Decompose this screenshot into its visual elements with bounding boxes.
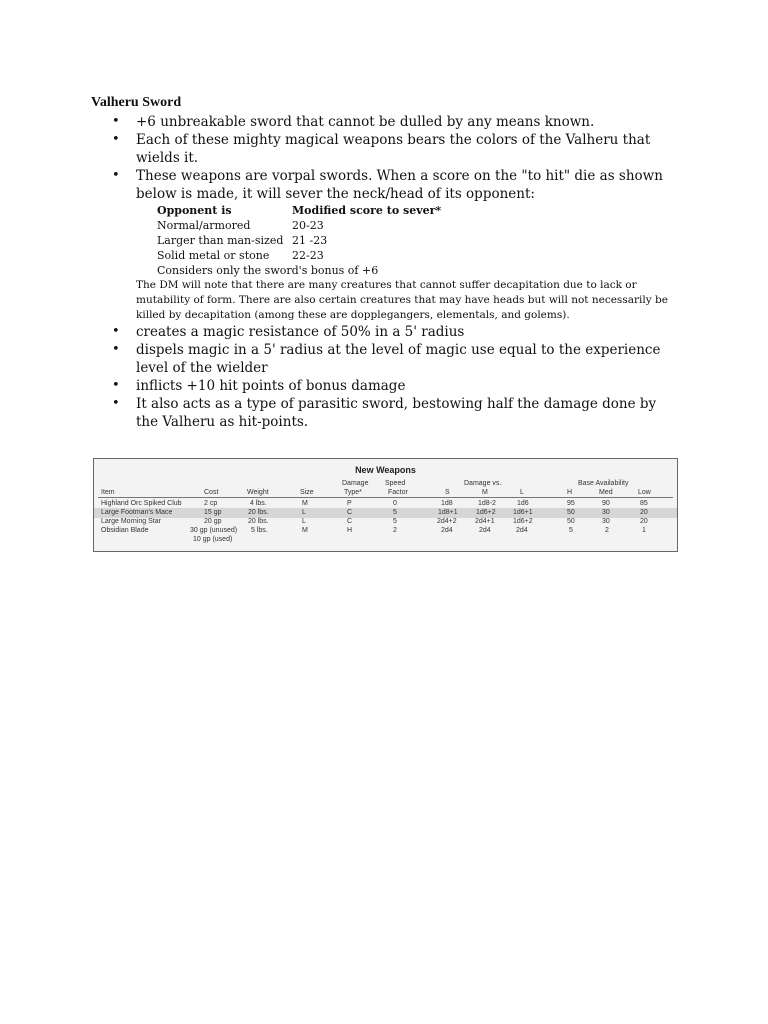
col-header-factor: Factor <box>388 489 408 496</box>
bullet-item <box>112 377 682 395</box>
col-header-h: H <box>567 489 573 496</box>
weapon-size-cell: L <box>302 509 306 516</box>
bullet-item <box>112 341 682 377</box>
bullet-glyph: • <box>112 378 120 393</box>
sever-table-block <box>157 203 682 263</box>
weapon-type-cell: C <box>347 518 353 525</box>
weapon-item-cell: Large Footman's Mace <box>101 509 173 516</box>
weapon-avail-h-cell: 95 <box>567 500 575 507</box>
new-weapons-table <box>93 458 678 552</box>
bullet-item <box>112 395 682 431</box>
bullet-glyph: • <box>112 168 120 183</box>
sever-header-opponent: Opponent is <box>157 204 232 217</box>
weapon-avail-low-cell: 20 <box>640 518 648 525</box>
weapon-cost-cell: 30 gp (unused) <box>190 527 238 534</box>
weapon-weight-cell: 20 lbs. <box>248 509 269 516</box>
table-row <box>157 233 441 248</box>
weapon-factor-cell: 5 <box>393 518 397 525</box>
bullet-text: dispels magic in a 5' radius at the level of magic use equal to the experience level of the wielder <box>136 342 661 376</box>
col-header-size: Size <box>300 489 314 496</box>
weapon-avail-low-cell: 85 <box>640 500 648 507</box>
bullet-item <box>112 131 682 167</box>
weapon-size-cell: M <box>302 500 308 507</box>
weapons-header-rule <box>98 497 673 498</box>
weapon-weight-cell: 4 lbs. <box>250 500 267 507</box>
weapon-avail-low-cell: 1 <box>642 527 646 534</box>
bullet-text: It also acts as a type of parasitic sword, bestowing half the damage done by the Valheru as hit-points. <box>136 396 657 430</box>
col-header-cost: Cost <box>204 489 219 496</box>
bullet-glyph: • <box>112 324 120 339</box>
sever-opponent-cell: Normal/armored <box>157 219 251 232</box>
weapon-type-cell: H <box>347 527 353 534</box>
col-header-low: Low <box>638 489 651 496</box>
weapon-type-cell: C <box>347 509 353 516</box>
table-row <box>157 218 441 233</box>
bullet-item <box>112 167 682 203</box>
weapon-dmg-s-cell: 2d4 <box>441 527 453 534</box>
group-header-base-availability: Base Availability <box>578 480 629 487</box>
dm-note: The DM will note that there are many creatures that cannot suffer decapitation due to lack or mutability of form. There are also certain creatures that may have heads but will not necessarily be killed by decapitation (among these are dopplegangers, elementals, and golems). <box>136 279 668 321</box>
weapon-avail-med-cell: 90 <box>602 500 610 507</box>
weapon-factor-cell: 5 <box>393 509 397 516</box>
weapon-type-cell: P <box>347 500 352 507</box>
col-header-type: Type* <box>344 489 362 496</box>
sever-score-cell: 22-23 <box>292 249 324 262</box>
section-title: Valheru Sword <box>91 95 182 110</box>
weapon-cost-extra-cell: 10 gp (used) <box>193 536 233 543</box>
weapon-cost-cell: 20 gp <box>204 518 222 525</box>
weapon-item-cell: Highland Orc Spiked Club <box>101 500 182 507</box>
sever-score-cell: 21 -23 <box>292 234 328 247</box>
bullet-item <box>112 113 682 131</box>
weapon-weight-cell: 20 lbs. <box>248 518 269 525</box>
weapon-factor-cell: 2 <box>393 527 397 534</box>
weapon-dmg-l-cell: 1d6 <box>517 500 529 507</box>
col-header-item: Item <box>101 489 115 496</box>
sever-footnote: Considers only the sword's bonus of +6 <box>157 264 379 277</box>
sever-opponent-cell: Larger than man-sized <box>157 234 284 247</box>
weapon-item-cell: Large Morning Star <box>101 518 161 525</box>
weapon-dmg-l-cell: 1d6+2 <box>513 518 533 525</box>
weapon-dmg-m-cell: 1d8-2 <box>478 500 496 507</box>
bullet-item <box>112 323 682 341</box>
bullet-list <box>112 113 682 431</box>
weapon-avail-low-cell: 20 <box>640 509 648 516</box>
weapon-dmg-s-cell: 1d8 <box>441 500 453 507</box>
weapon-avail-h-cell: 5 <box>569 527 573 534</box>
weapon-dmg-s-cell: 2d4+2 <box>437 518 457 525</box>
weapon-weight-cell: 5 lbs. <box>251 527 268 534</box>
bullet-text: Each of these mighty magical weapons bears the colors of the Valheru that wields it. <box>136 132 651 166</box>
sever-score-cell: 20-23 <box>292 219 324 232</box>
weapon-dmg-m-cell: 2d4 <box>479 527 491 534</box>
bullet-text: creates a magic resistance of 50% in a 5' radius <box>136 324 465 340</box>
weapon-avail-med-cell: 30 <box>602 509 610 516</box>
weapon-dmg-m-cell: 2d4+1 <box>475 518 495 525</box>
group-header-speed: Speed <box>385 480 406 487</box>
col-header-l: L <box>520 489 524 496</box>
weapon-size-cell: M <box>302 527 308 534</box>
weapon-avail-h-cell: 50 <box>567 509 575 516</box>
bullet-glyph: • <box>112 114 120 129</box>
bullet-glyph: • <box>112 396 120 411</box>
bullet-text: inflicts +10 hit points of bonus damage <box>136 378 406 394</box>
col-header-m: M <box>482 489 488 496</box>
col-header-weight: Weight <box>247 489 269 496</box>
group-header-damage-vs: Damage vs. <box>464 480 502 487</box>
table-row <box>157 248 441 263</box>
weapons-table-title: New Weapons <box>355 465 416 475</box>
sever-table <box>157 203 441 263</box>
bullet-text: These weapons are vorpal swords. When a score on the "to hit" die as shown below is made, it will sever the neck/head of its opponent: <box>136 168 663 202</box>
weapon-cost-cell: 15 gp <box>204 509 222 516</box>
weapon-item-cell: Obsidian Blade <box>101 527 149 534</box>
col-header-med: Med <box>599 489 613 496</box>
sever-table-header-row <box>157 203 441 218</box>
weapon-avail-med-cell: 2 <box>605 527 609 534</box>
weapon-cost-cell: 2 cp <box>204 500 218 507</box>
weapon-avail-h-cell: 50 <box>567 518 575 525</box>
bullet-glyph: • <box>112 342 120 357</box>
weapon-avail-med-cell: 30 <box>602 518 610 525</box>
weapon-dmg-l-cell: 1d6+1 <box>513 509 533 516</box>
weapon-dmg-s-cell: 1d8+1 <box>438 509 458 516</box>
group-header-damage: Damage <box>342 480 369 487</box>
weapon-factor-cell: 0 <box>393 500 397 507</box>
weapon-dmg-l-cell: 2d4 <box>516 527 528 534</box>
col-header-s: S <box>445 489 450 496</box>
sever-opponent-cell: Solid metal or stone <box>157 249 270 262</box>
weapon-size-cell: L <box>302 518 306 525</box>
bullet-text: +6 unbreakable sword that cannot be dulled by any means known. <box>136 114 595 130</box>
sever-header-score: Modified score to sever* <box>292 204 442 217</box>
weapon-dmg-m-cell: 1d6+2 <box>476 509 496 516</box>
table-row-continuation <box>94 535 677 545</box>
bullet-glyph: • <box>112 132 120 147</box>
